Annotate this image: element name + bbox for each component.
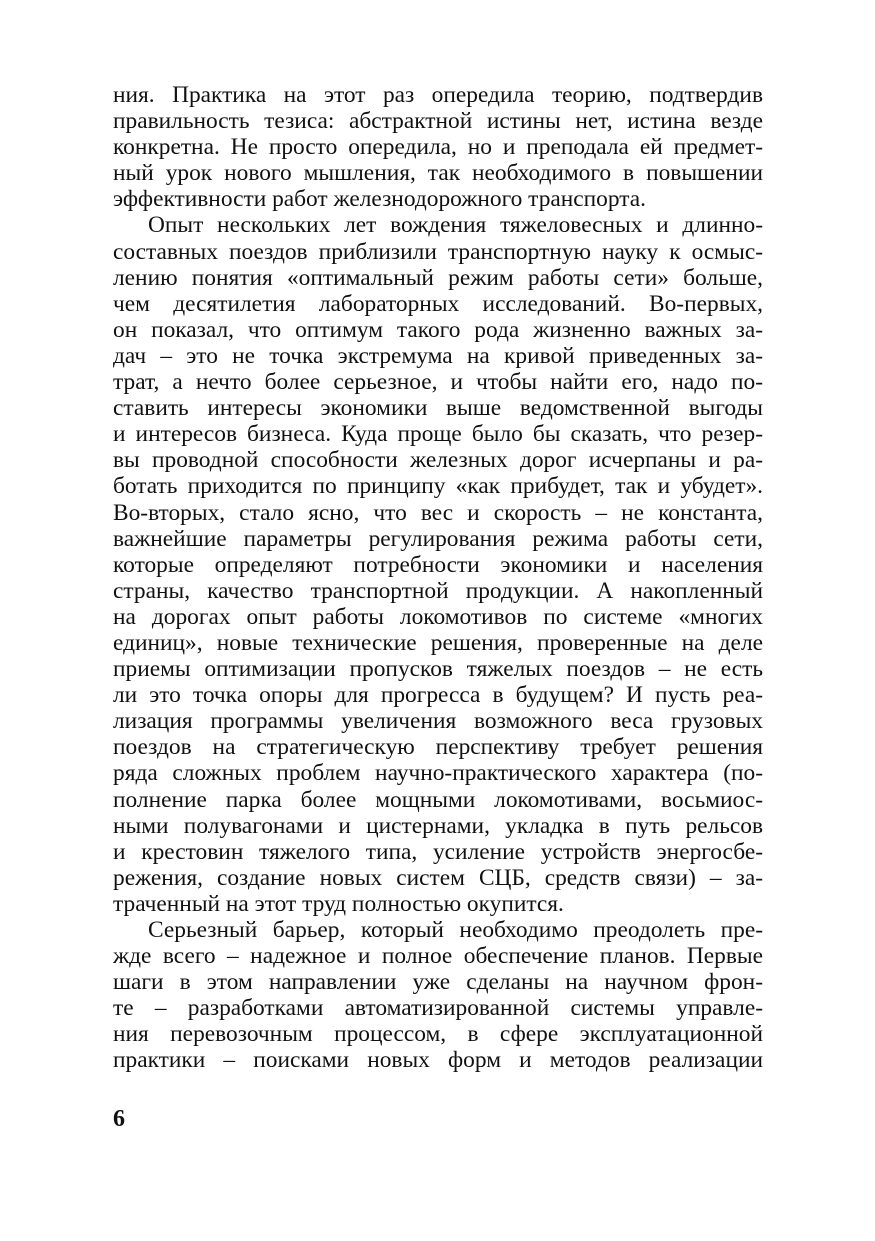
paragraph-1 xyxy=(113,82,763,212)
text-line: поездов на стратегическую перспективу требует решения xyxy=(113,734,763,761)
text-line: Опыт нескольких лет вождения тяжеловесных и длинно- xyxy=(148,212,763,239)
text-line: и крестовин тяжелого типа, усиление устройств энергосбе- xyxy=(113,838,763,865)
paragraph-2 xyxy=(113,212,763,917)
text-line: на дорогах опыт работы локомотивов по системе «многих xyxy=(113,603,763,630)
text-line: ными полувагонами и цистернами, укладка в путь рельсов xyxy=(113,812,763,839)
page-body xyxy=(113,82,763,1074)
text-line: приемы оптимизации пропусков тяжелых поездов – не есть xyxy=(113,656,763,683)
text-line: лизация программы увеличения возможного веса грузовых xyxy=(113,708,763,735)
text-line: ли это точка опоры для прогресса в будущем? И пусть реа- xyxy=(113,682,763,709)
text-line: он показал, что оптимум такого рода жизненно важных за- xyxy=(113,316,763,343)
text-line: единиц», новые технические решения, проверенные на деле xyxy=(113,629,763,656)
text-line: эффективности работ железнодорожного транспорта. xyxy=(113,186,647,213)
text-line: дач – это не точка экстремума на кривой приведенных за- xyxy=(113,342,763,369)
text-line: ряда сложных проблем научно-практического характера (по- xyxy=(113,760,763,787)
text-line: трат, а нечто более серьезное, и чтобы найти его, надо по- xyxy=(113,369,763,396)
text-line: важнейшие параметры регулирования режима работы сети, xyxy=(113,525,763,552)
text-line: шаги в этом направлении уже сделаны на научном фрон- xyxy=(113,969,763,996)
text-line: траченный на этот труд полностью окупится. xyxy=(113,890,564,917)
text-line: страны, качество транспортной продукции. А накопленный xyxy=(113,577,763,604)
text-line: режения, создание новых систем СЦБ, средств связи) – за- xyxy=(113,864,763,891)
text-line: конкретна. Не просто опередила, но и преподала ей предмет- xyxy=(113,134,763,161)
text-line: полнение парка более мощными локомотивами, восьмиос- xyxy=(113,786,763,813)
text-line: Во-вторых, стало ясно, что вес и скорость – не константа, xyxy=(113,499,763,526)
text-line: Серьезный барьер, который необходимо преодолеть пре- xyxy=(148,917,763,943)
text-line: ный урок нового мышления, так необходимого в повышении xyxy=(113,160,763,187)
text-line: ния. Практика на этот раз опередила теорию, подтвердив xyxy=(113,82,763,108)
text-line: жде всего – надежное и полное обеспечение планов. Первые xyxy=(113,943,763,970)
text-line: лению понятия «оптимальный режим работы сети» больше, xyxy=(113,264,763,291)
page-number: 6 xyxy=(113,1106,125,1132)
text-line: те – разработками автоматизированной системы управле- xyxy=(113,995,763,1022)
text-line: правильность тезиса: абстрактной истины нет, истина везде xyxy=(113,108,763,135)
text-line: составных поездов приблизили транспортную науку к осмыс- xyxy=(113,238,763,265)
paragraph-3 xyxy=(113,917,763,1074)
text-line: практики – поисками новых форм и методов реализации xyxy=(113,1047,763,1074)
text-line: ния перевозочным процессом, в сфере эксплуатационной xyxy=(113,1021,763,1048)
text-line: ставить интересы экономики выше ведомственной выгоды xyxy=(113,395,763,422)
text-line: которые определяют потребности экономики и населения xyxy=(113,551,763,578)
text-line: чем десятилетия лабораторных исследований. Во-первых, xyxy=(113,290,763,317)
text-line: вы проводной способности железных дорог исчерпаны и ра- xyxy=(113,447,763,474)
text-line: ботать приходится по принципу «как прибудет, так и убудет». xyxy=(113,473,763,500)
text-line: и интересов бизнеса. Куда проще было бы сказать, что резер- xyxy=(113,421,763,448)
